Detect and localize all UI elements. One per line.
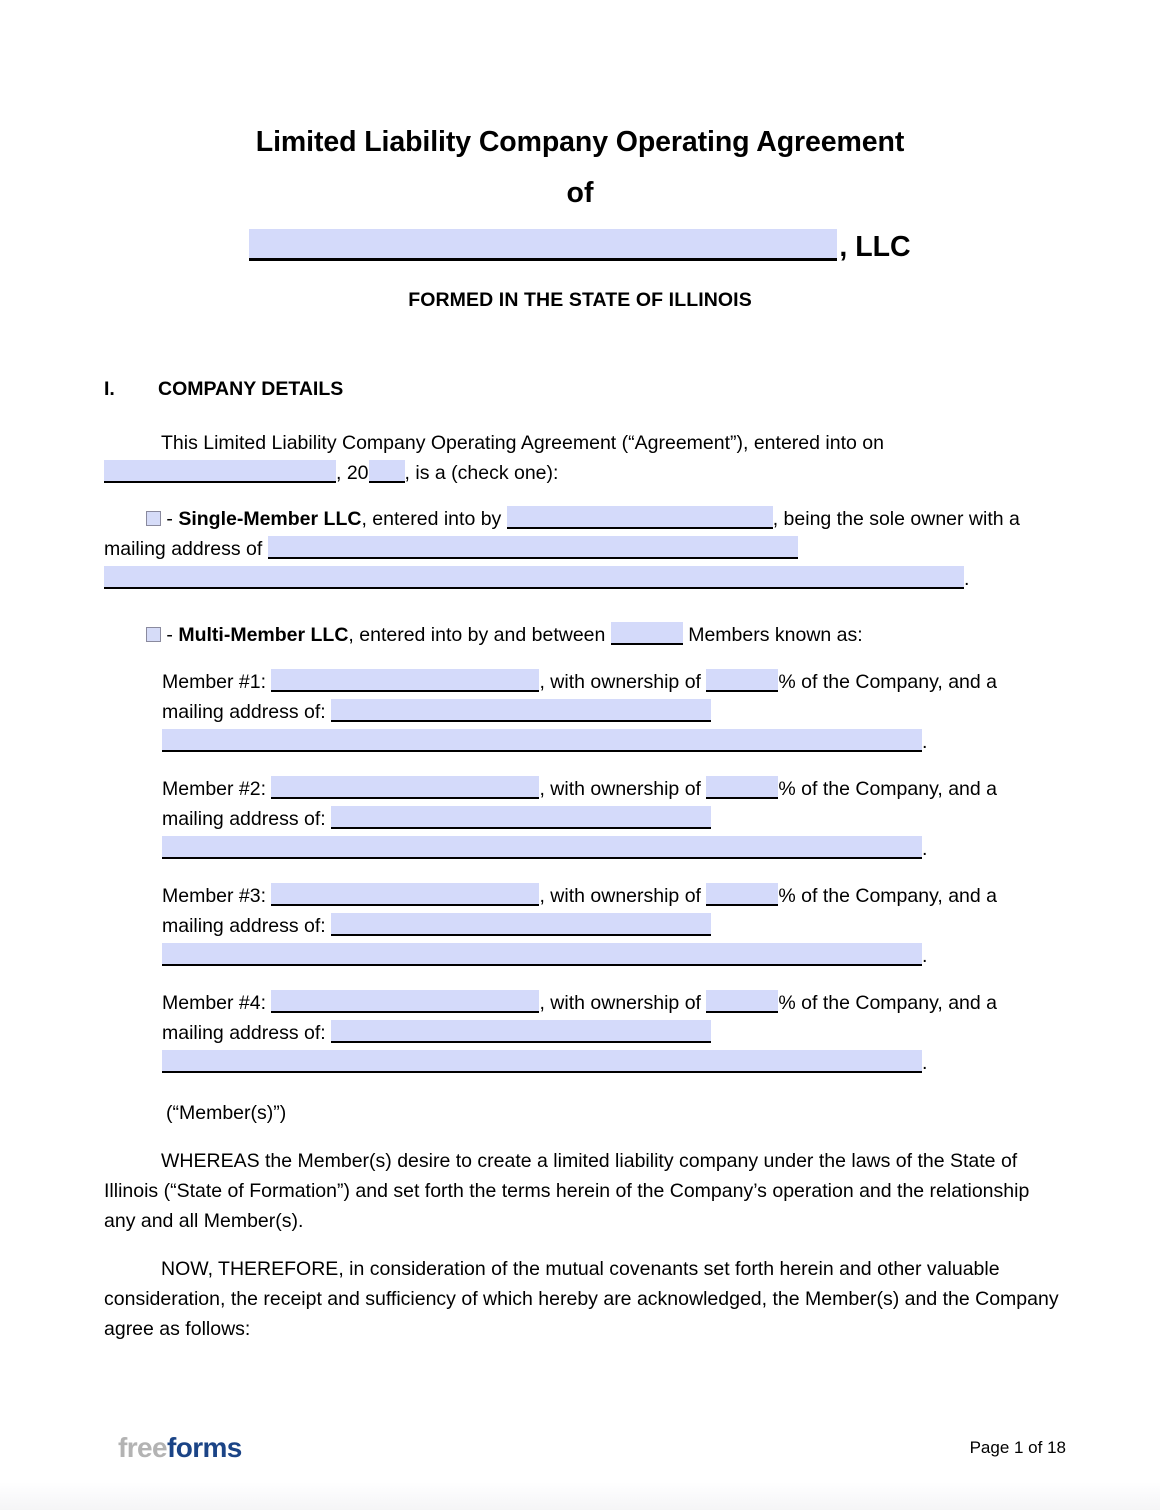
member-1-label: Member #1:: [162, 671, 267, 693]
member-2-percent-field[interactable]: [706, 776, 778, 799]
member-3-percent-field[interactable]: [706, 883, 778, 906]
title-block: [0, 0, 1160, 312]
member-3-ownership-text: , with ownership of: [539, 885, 707, 907]
member-2-ownership-text: , with ownership of: [539, 778, 707, 800]
member-1-period: .: [922, 731, 928, 753]
member-4-ownership-text: , with ownership of: [539, 992, 707, 1014]
member-count-field[interactable]: [611, 622, 683, 645]
document-body: [0, 312, 1160, 1344]
single-member-text-after-name: , being the sole owner with a mailing address of: [104, 508, 1020, 560]
member-4-name-field[interactable]: [271, 990, 539, 1013]
now-therefore-text: NOW, THEREFORE, in consideration of the mutual covenants set forth herein and other valuable consideration, the receipt and sufficiency of which hereby are acknowledged, the Member(s) and the Company agree as follows:: [104, 1258, 1059, 1340]
member-3-period: .: [922, 945, 928, 967]
member-3-label: Member #3:: [162, 885, 267, 907]
section-heading-company-details: [104, 374, 1064, 404]
formed-state-label: FORMED IN THE STATE OF ILLINOIS: [408, 289, 752, 311]
multi-member-checkbox[interactable]: [146, 627, 161, 642]
section-title: COMPANY DETAILS: [158, 378, 344, 400]
company-name-row: [0, 229, 1160, 261]
freeforms-logo[interactable]: [118, 1434, 242, 1462]
single-member-period: .: [964, 568, 970, 590]
whereas-text: WHEREAS the Member(s) desire to create a limited liability company under the laws of the State of Illinois (“State of Formation”) and set forth the terms herein of the Company’s operation and the relationship any and all Member(s).: [104, 1150, 1030, 1232]
member-2-name-field[interactable]: [271, 776, 539, 799]
single-member-text-after-label: , entered into by: [361, 508, 507, 530]
member-2-address-label: Company, and a mailing address of:: [162, 778, 998, 830]
member-3-address-line2-field[interactable]: [162, 943, 922, 966]
intro-text-after-date: , 20: [336, 462, 369, 484]
member-1-name-field[interactable]: [271, 669, 539, 692]
llc-suffix-label: , LLC: [839, 230, 911, 263]
agreement-year-field[interactable]: [369, 460, 405, 483]
member-3-address-line1-field[interactable]: [331, 913, 711, 936]
member-2-period: .: [922, 838, 928, 860]
member-2-address-line1-field[interactable]: [331, 806, 711, 829]
multi-member-dash: -: [161, 624, 179, 646]
multi-member-text-after-count: Members known as:: [682, 624, 863, 646]
member-3-percent-text: % of the: [778, 885, 850, 907]
single-member-owner-name-field[interactable]: [507, 506, 773, 529]
member-1-address-line2-field[interactable]: [162, 729, 922, 752]
logo-text-free: free: [118, 1432, 167, 1463]
intro-text-before-date: This Limited Liability Company Operating Agreement (“Agreement”), entered into on: [161, 432, 884, 454]
company-name-field[interactable]: [249, 229, 837, 261]
single-member-address-line2-field[interactable]: [104, 566, 964, 589]
member-4-address-label: Company, and a mailing address of:: [162, 992, 998, 1044]
single-member-dash: -: [161, 508, 179, 530]
member-3-address-label: Company, and a mailing address of:: [162, 885, 998, 937]
logo-text-forms: forms: [166, 1432, 242, 1463]
intro-text-after-year: , is a (check one):: [404, 462, 559, 484]
now-therefore-paragraph: [104, 1254, 1064, 1344]
page-number-label: Page 1 of 18: [969, 1438, 1066, 1457]
page-title: Limited Liability Company Operating Agreement: [255, 126, 905, 158]
intro-paragraph: [104, 428, 1064, 488]
multi-member-text-after-label: , entered into by and between: [348, 624, 611, 646]
member-2-label: Member #2:: [162, 778, 267, 800]
member-4-address-line1-field[interactable]: [331, 1020, 711, 1043]
member-block-4: [104, 988, 1064, 1078]
member-2-percent-text: % of the: [778, 778, 850, 800]
multi-member-option: [104, 620, 1064, 650]
member-1-address-line1-field[interactable]: [331, 699, 711, 722]
section-number: I.: [104, 378, 115, 400]
member-block-3: [104, 881, 1064, 971]
member-4-period: .: [922, 1052, 928, 1074]
single-member-option: [104, 504, 1064, 594]
member-4-address-line2-field[interactable]: [162, 1050, 922, 1073]
member-1-percent-text: % of the: [778, 671, 850, 693]
member-1-percent-field[interactable]: [706, 669, 778, 692]
single-member-address-line1-field[interactable]: [268, 536, 798, 559]
whereas-paragraph: [104, 1146, 1064, 1236]
single-member-checkbox[interactable]: [146, 511, 161, 526]
member-4-percent-text: % of the: [778, 992, 850, 1014]
title-of-word: of: [566, 176, 594, 209]
member-block-2: [104, 774, 1064, 864]
multi-member-label: Multi-Member LLC: [178, 624, 349, 646]
agreement-date-field[interactable]: [104, 460, 336, 483]
member-1-ownership-text: , with ownership of: [539, 671, 707, 693]
member-4-label: Member #4:: [162, 992, 267, 1014]
members-collective-label: (“Member(s)”): [166, 1102, 287, 1124]
member-1-address-label: Company, and a mailing address of:: [162, 671, 998, 723]
member-4-percent-field[interactable]: [706, 990, 778, 1013]
member-block-1: [104, 667, 1064, 757]
single-member-label: Single-Member LLC: [178, 508, 362, 530]
page-footer: [0, 1434, 1160, 1462]
page-bottom-edge: [0, 1482, 1160, 1510]
member-3-name-field[interactable]: [271, 883, 539, 906]
member-2-address-line2-field[interactable]: [162, 836, 922, 859]
